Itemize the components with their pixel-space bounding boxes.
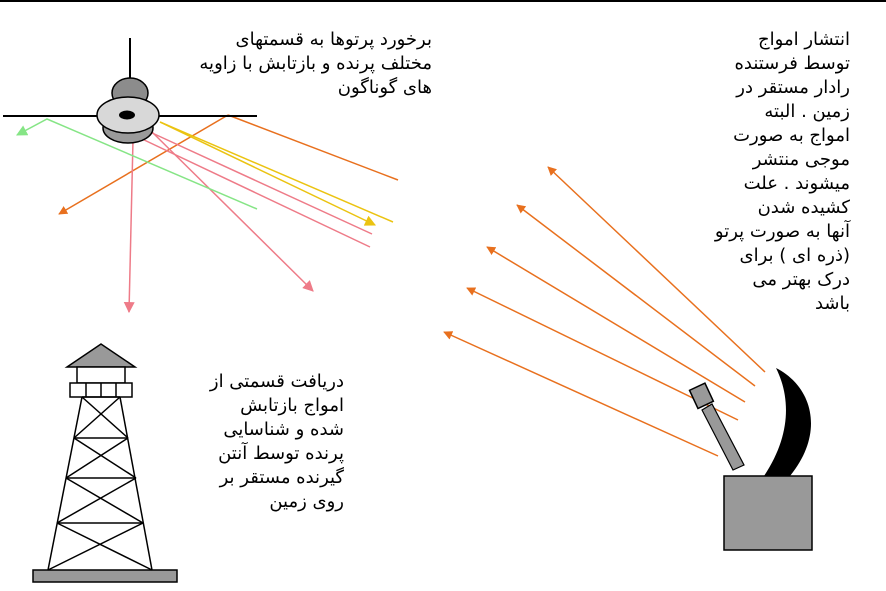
reflected-rays xyxy=(17,115,398,312)
caption-line: گیرنده مستقر بر xyxy=(219,467,344,488)
caption-line: (ذره ای ) برای xyxy=(739,245,850,266)
caption-line: درک بهتر می xyxy=(752,269,850,290)
caption-line: توسط فرستنده xyxy=(734,53,850,74)
caption-line: روی زمین xyxy=(269,491,344,512)
caption-line: امواج به صورت xyxy=(733,125,850,146)
radar-arm xyxy=(702,404,744,470)
radar-base xyxy=(724,476,812,550)
receiver-tower-icon xyxy=(33,344,177,582)
caption-line: انتشار امواج xyxy=(758,29,850,50)
caption-line: کشیده شدن xyxy=(757,197,850,218)
incident-ray-yellow xyxy=(160,122,393,222)
radar-transmission-caption xyxy=(690,28,850,316)
aircraft-intake xyxy=(119,111,135,120)
radar-dish xyxy=(764,368,811,476)
tower-roof xyxy=(67,344,135,367)
tower-top-box xyxy=(77,367,125,383)
caption-line: رادار مستقر در xyxy=(736,77,850,98)
caption-line: زمین . البته xyxy=(764,101,850,122)
caption-line: میشوند . علت xyxy=(743,173,850,194)
reflect-ray-yellow xyxy=(160,122,375,225)
ground-receiver-caption xyxy=(172,370,344,514)
incident-ray-pink-1 xyxy=(150,132,372,234)
tower-lattice xyxy=(48,397,152,570)
reflect-ray-pink-diag xyxy=(150,130,313,291)
caption-line: مختلف پرنده و بازتابش با زاویه xyxy=(199,53,432,74)
transmit-ray-5 xyxy=(444,332,718,456)
caption-line: برخورد پرتوها به قسمتهای xyxy=(235,29,432,50)
aircraft-reflection-caption xyxy=(160,28,432,100)
caption-line: پرنده توسط آنتن xyxy=(218,443,344,464)
tower-base xyxy=(33,570,177,582)
caption-line: شده و شناسایی xyxy=(223,419,344,440)
incident-ray-orange xyxy=(228,115,398,180)
caption-line: امواج بازتابش xyxy=(240,395,344,416)
reflect-ray-pink-down xyxy=(129,140,133,312)
caption-line: باشد xyxy=(814,293,850,314)
caption-line: دریافت قسمتی از xyxy=(209,371,344,392)
caption-line: های گوناگون xyxy=(337,77,432,98)
radar-dish-icon xyxy=(690,368,812,550)
caption-line: موجی منتشر xyxy=(752,149,850,170)
caption-line: آنها به صورت پرتو xyxy=(714,221,850,242)
